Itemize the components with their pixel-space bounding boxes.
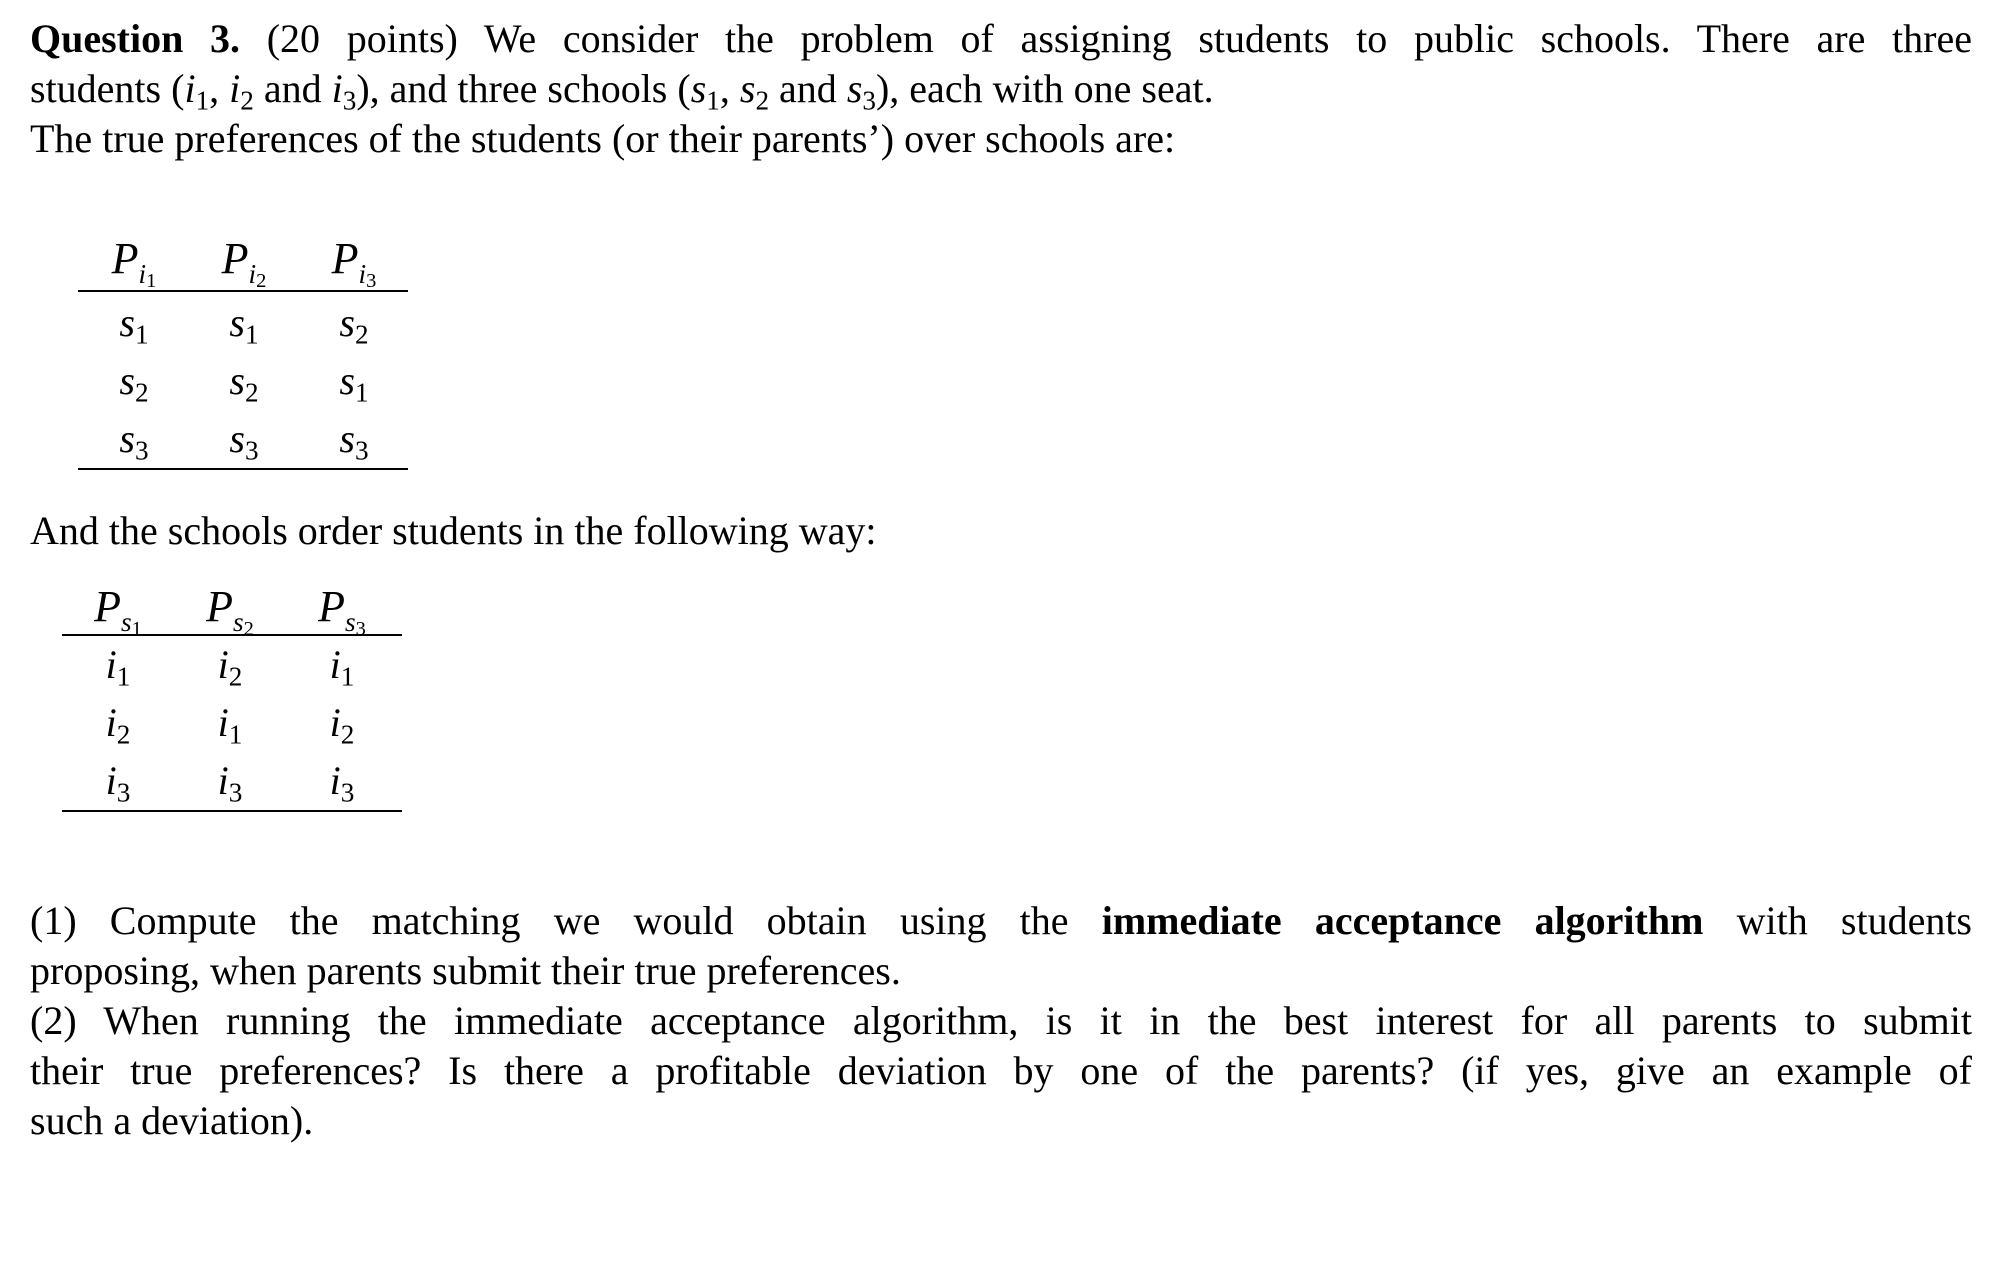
intro-text-2b: , bbox=[209, 66, 230, 111]
student-pref-bottom-rule bbox=[78, 468, 408, 470]
student-pref-header-2: $P_{i2}$ bbox=[221, 234, 267, 292]
school-s1: $s_1$ bbox=[690, 66, 720, 116]
part-1-line-1 bbox=[30, 896, 1972, 946]
intro-text-2a: students ( bbox=[30, 66, 185, 111]
part-1-text-b: with students bbox=[1703, 898, 1973, 943]
intro-text-2c: and bbox=[253, 66, 332, 111]
schools-intro bbox=[30, 506, 1972, 556]
student-i3: $i_3$ bbox=[331, 66, 357, 116]
part-1-line-2: proposing, when parents submit their true preferences. bbox=[30, 948, 901, 993]
school-pref-cell-r3-c2: $i_3$ bbox=[217, 758, 243, 808]
student-i2: $i_2$ bbox=[229, 66, 254, 116]
school-pref-header-3: $P_{s3}$ bbox=[318, 582, 366, 640]
student-pref-cell-r1-c2: $s_1$ bbox=[229, 300, 259, 350]
school-pref-cell-r3-c1: $i_3$ bbox=[105, 758, 131, 808]
intro-text-2g: ), each with one seat. bbox=[875, 66, 1214, 111]
student-i1: $i_1$ bbox=[184, 66, 210, 116]
school-preferences-table bbox=[62, 578, 402, 818]
student-pref-header-1: $P_{i1}$ bbox=[111, 234, 157, 292]
school-pref-cell-r3-c3: $i_3$ bbox=[329, 758, 355, 808]
part-2-line-2: their true preferences? Is there a profitable deviation by one of the parents? (if yes, give an example of bbox=[30, 1048, 1972, 1093]
student-pref-cell-r2-c3: $s_1$ bbox=[339, 358, 369, 408]
intro-text-1: We consider the problem of assigning students to public schools. There are three bbox=[483, 16, 1972, 61]
school-pref-cell-r2-c1: $i_2$ bbox=[105, 700, 131, 750]
school-s3: $s_3$ bbox=[846, 66, 876, 116]
student-pref-cell-r2-c2: $s_2$ bbox=[229, 358, 259, 408]
intro-text-2d: ), and three schools ( bbox=[356, 66, 691, 111]
school-pref-bottom-rule bbox=[62, 810, 402, 812]
student-pref-cell-r3-c2: $s_3$ bbox=[229, 416, 259, 466]
part-1-bold-term: immediate acceptance algorithm bbox=[1101, 898, 1704, 943]
student-pref-header-3: $P_{i3}$ bbox=[331, 234, 377, 292]
school-pref-header-2: $P_{s2}$ bbox=[206, 582, 254, 640]
school-pref-cell-r1-c3: $i_1$ bbox=[329, 642, 355, 692]
school-s2: $s_2$ bbox=[739, 66, 770, 116]
student-pref-cell-r1-c1: $s_1$ bbox=[119, 300, 149, 350]
student-pref-cell-r3-c1: $s_3$ bbox=[119, 416, 149, 466]
question-parts bbox=[30, 896, 1972, 1146]
intro-line-3: The true preferences of the students (or their parents’) over schools are: bbox=[30, 116, 1176, 161]
intro-line-1 bbox=[30, 14, 1972, 64]
part-2-line-3: such a deviation). bbox=[30, 1098, 314, 1143]
student-preferences-table bbox=[78, 228, 408, 473]
intro-text-2f: and bbox=[769, 66, 847, 111]
school-pref-cell-r2-c3: $i_2$ bbox=[329, 700, 355, 750]
student-pref-cell-r1-c3: $s_2$ bbox=[339, 300, 369, 350]
student-pref-cell-r3-c3: $s_3$ bbox=[339, 416, 369, 466]
student-pref-header-rule bbox=[78, 290, 408, 292]
student-pref-cell-r2-c1: $s_2$ bbox=[119, 358, 149, 408]
school-pref-cell-r1-c1: $i_1$ bbox=[105, 642, 131, 692]
question-intro bbox=[30, 14, 1972, 164]
intro-text-2e: , bbox=[719, 66, 740, 111]
intro-line-2 bbox=[30, 64, 1972, 114]
school-pref-header-1: $P_{s1}$ bbox=[94, 582, 142, 640]
question-points: (20 points) bbox=[266, 16, 458, 61]
question-label: Question 3. bbox=[30, 16, 241, 61]
part-2-line-1: (2) When running the immediate acceptance algorithm, is it in the best interest for all parents to submit bbox=[30, 998, 1972, 1043]
school-pref-cell-r1-c2: $i_2$ bbox=[217, 642, 243, 692]
school-pref-cell-r2-c2: $i_1$ bbox=[217, 700, 243, 750]
part-1-text-a: (1) Compute the matching we would obtain using the bbox=[30, 898, 1102, 943]
schools-intro-text: And the schools order students in the following way: bbox=[30, 508, 877, 553]
